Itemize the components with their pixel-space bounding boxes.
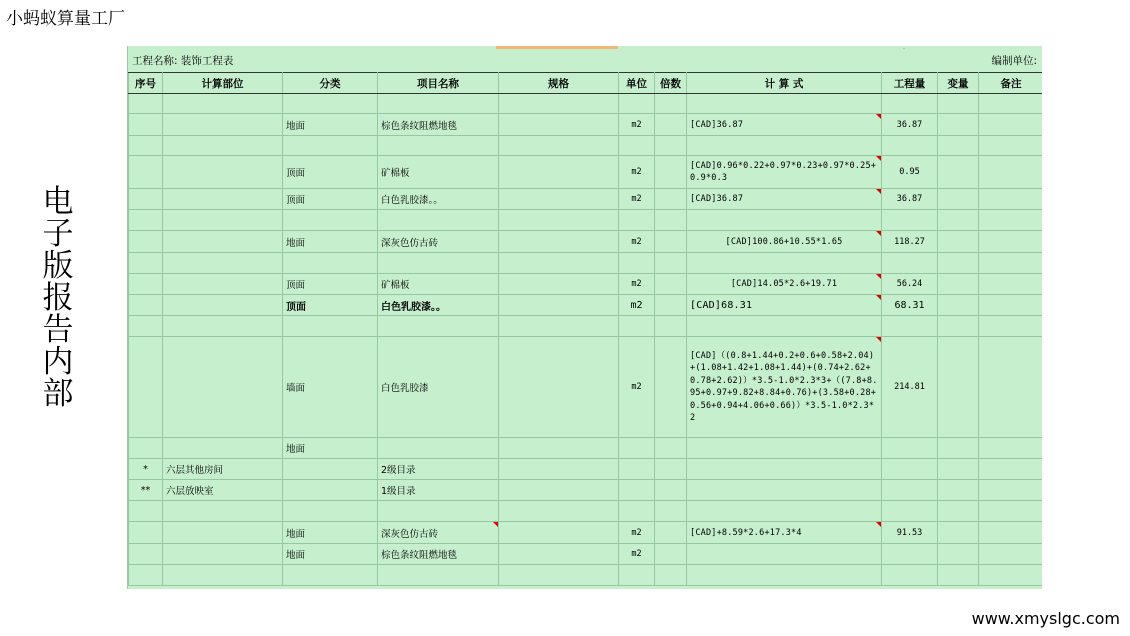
- cell-unit[interactable]: m2: [619, 231, 655, 253]
- table-row: [129, 565, 1043, 586]
- cell-quantity[interactable]: 214.81: [882, 337, 938, 438]
- cell-item[interactable]: [378, 438, 499, 459]
- cell-formula[interactable]: [CAD]100.86+10.55*1.65: [687, 231, 882, 253]
- cell-multiple[interactable]: [655, 438, 687, 459]
- cell-variation[interactable]: [938, 253, 979, 274]
- cell-formula[interactable]: [687, 565, 882, 586]
- cell-multiple[interactable]: [655, 253, 687, 274]
- cell-unit[interactable]: m2: [619, 544, 655, 565]
- cell-spec[interactable]: [499, 438, 619, 459]
- cell-variation[interactable]: [938, 337, 979, 438]
- cell-multiple[interactable]: [655, 544, 687, 565]
- table-row: [129, 459, 1043, 480]
- cell-remark[interactable]: [979, 114, 1043, 136]
- cell-variation[interactable]: [938, 114, 979, 136]
- cell-category[interactable]: [283, 565, 378, 586]
- cell-item[interactable]: 深灰色仿古砖: [378, 231, 499, 253]
- sheet-meta-row: [128, 52, 1042, 70]
- cell-remark[interactable]: [979, 231, 1043, 253]
- cell-part[interactable]: 六层放映室: [163, 480, 283, 501]
- cell-item[interactable]: [378, 253, 499, 274]
- cell-quantity[interactable]: 91.53: [882, 522, 938, 544]
- website-url: www.xmyslgc.com: [971, 609, 1120, 628]
- cell-category[interactable]: 顶面: [283, 274, 378, 295]
- cell-multiple[interactable]: [655, 459, 687, 480]
- cell-formula[interactable]: [687, 136, 882, 156]
- cell-category[interactable]: [283, 459, 378, 480]
- project-name: 工程名称: 装饰工程表: [132, 55, 234, 67]
- table-row: [129, 274, 1043, 295]
- cell-remark[interactable]: [979, 501, 1043, 522]
- cell-variation[interactable]: [938, 459, 979, 480]
- cell-variation[interactable]: [938, 210, 979, 231]
- header-variation: 变量: [938, 73, 979, 94]
- cell-remark[interactable]: [979, 136, 1043, 156]
- cell-spec[interactable]: [499, 210, 619, 231]
- cell-formula[interactable]: [CAD]0.96*0.22+0.97*0.23+0.97*0.25+0.9*0.3: [687, 156, 882, 189]
- cell-seq[interactable]: [129, 94, 163, 114]
- brand-title: 小蚂蚁算量工厂: [6, 9, 125, 29]
- cell-item[interactable]: [378, 210, 499, 231]
- cell-spec[interactable]: [499, 295, 619, 316]
- cell-unit[interactable]: [619, 136, 655, 156]
- table-row: [129, 136, 1043, 156]
- table-row: [129, 480, 1043, 501]
- cell-unit[interactable]: m2: [619, 337, 655, 438]
- cell-item[interactable]: 白色乳胶漆。。: [378, 189, 499, 210]
- cell-part[interactable]: [163, 565, 283, 586]
- cell-multiple[interactable]: [655, 316, 687, 337]
- cell-category[interactable]: [283, 94, 378, 114]
- header-item: 项目名称: [378, 73, 499, 94]
- cell-quantity[interactable]: 56.24: [882, 274, 938, 295]
- cell-category[interactable]: [283, 136, 378, 156]
- cell-remark[interactable]: [979, 337, 1043, 438]
- cell-category[interactable]: [283, 253, 378, 274]
- cell-part[interactable]: [163, 438, 283, 459]
- header-seq: 序号: [129, 73, 163, 94]
- cell-seq[interactable]: [129, 522, 163, 544]
- cell-spec[interactable]: [499, 480, 619, 501]
- cell-multiple[interactable]: [655, 136, 687, 156]
- side-title-char: 版: [42, 248, 74, 284]
- header-unit: 单位: [619, 73, 655, 94]
- quantity-table: [128, 72, 1042, 586]
- editor-unit: 编制单位:: [991, 55, 1037, 67]
- cell-multiple[interactable]: [655, 156, 687, 189]
- cell-seq[interactable]: [129, 565, 163, 586]
- side-title-char: 内: [42, 344, 74, 380]
- cell-item[interactable]: [378, 136, 499, 156]
- cell-seq[interactable]: [129, 114, 163, 136]
- cell-seq[interactable]: **: [129, 480, 163, 501]
- table-row: [129, 231, 1043, 253]
- cell-seq[interactable]: [129, 501, 163, 522]
- cell-part[interactable]: [163, 189, 283, 210]
- table-row: [129, 337, 1043, 438]
- header-row: [129, 73, 1043, 94]
- cell-quantity[interactable]: 68.31: [882, 295, 938, 316]
- cell-quantity[interactable]: [882, 316, 938, 337]
- cell-seq[interactable]: [129, 295, 163, 316]
- cell-spec[interactable]: [499, 231, 619, 253]
- cell-item[interactable]: 棕色条纹阻燃地毯: [378, 114, 499, 136]
- cell-formula[interactable]: [687, 459, 882, 480]
- table-row: [129, 295, 1043, 316]
- cell-seq[interactable]: [129, 156, 163, 189]
- cell-variation[interactable]: [938, 544, 979, 565]
- cell-remark[interactable]: [979, 94, 1043, 114]
- cell-quantity[interactable]: [882, 210, 938, 231]
- cell-spec[interactable]: [499, 544, 619, 565]
- cell-spec[interactable]: [499, 316, 619, 337]
- cell-variation[interactable]: [938, 438, 979, 459]
- header-formula: 计 算 式: [687, 73, 882, 94]
- cell-formula[interactable]: [CAD]14.05*2.6+19.71: [687, 274, 882, 295]
- cell-multiple[interactable]: [655, 274, 687, 295]
- cell-part[interactable]: [163, 253, 283, 274]
- cell-formula[interactable]: [CAD]（(0.8+1.44+0.2+0.6+0.58+2.04)+(1.08+1.42+1.08+1.44)+(0.74+2.62+0.78+2.62)）*3.5-1.0*2.3*3+（(7.8+8.95+0.97+9.82+8.84+0.76)+(3.58+0.28+0.56+0.94+4.06+0.66)）*3.5-1.0*2.3*2: [687, 337, 882, 438]
- cell-multiple[interactable]: [655, 522, 687, 544]
- cell-quantity[interactable]: [882, 94, 938, 114]
- cell-part[interactable]: [163, 337, 283, 438]
- cell-remark[interactable]: [979, 253, 1043, 274]
- cell-seq[interactable]: [129, 337, 163, 438]
- cell-unit[interactable]: m2: [619, 522, 655, 544]
- cell-seq[interactable]: [129, 231, 163, 253]
- cell-variation[interactable]: [938, 136, 979, 156]
- cell-quantity[interactable]: 36.87: [882, 189, 938, 210]
- cell-spec[interactable]: [499, 459, 619, 480]
- cell-spec[interactable]: [499, 189, 619, 210]
- cell-formula[interactable]: [CAD]68.31: [687, 295, 882, 316]
- cell-spec[interactable]: [499, 114, 619, 136]
- cell-remark[interactable]: [979, 459, 1043, 480]
- cell-part[interactable]: [163, 210, 283, 231]
- cell-multiple[interactable]: [655, 114, 687, 136]
- cell-formula[interactable]: [687, 210, 882, 231]
- cell-quantity[interactable]: 36.87: [882, 114, 938, 136]
- cell-formula[interactable]: [CAD]36.87: [687, 189, 882, 210]
- header-quantity: 工程量: [882, 73, 938, 94]
- cell-variation[interactable]: [938, 565, 979, 586]
- cell-spec[interactable]: [499, 156, 619, 189]
- cell-unit[interactable]: [619, 459, 655, 480]
- cell-item[interactable]: [378, 565, 499, 586]
- cell-remark[interactable]: [979, 480, 1043, 501]
- cell-spec[interactable]: [499, 274, 619, 295]
- cell-seq[interactable]: [129, 253, 163, 274]
- cell-category[interactable]: 顶面: [283, 156, 378, 189]
- cell-variation[interactable]: [938, 480, 979, 501]
- selection-indicator: [496, 46, 618, 49]
- side-title: [38, 186, 78, 410]
- table-row: [129, 94, 1043, 114]
- cell-formula[interactable]: [687, 544, 882, 565]
- cell-multiple[interactable]: [655, 501, 687, 522]
- cell-spec[interactable]: [499, 501, 619, 522]
- table-row: [129, 210, 1043, 231]
- cell-unit[interactable]: [619, 480, 655, 501]
- cell-item[interactable]: 棕色条纹阻燃地毯: [378, 544, 499, 565]
- cell-remark[interactable]: [979, 156, 1043, 189]
- cell-formula[interactable]: [687, 480, 882, 501]
- cell-part[interactable]: 六层其他房间: [163, 459, 283, 480]
- cell-part[interactable]: [163, 274, 283, 295]
- cell-remark[interactable]: [979, 274, 1043, 295]
- cell-formula[interactable]: [687, 94, 882, 114]
- cell-formula[interactable]: [687, 316, 882, 337]
- cell-formula[interactable]: [687, 438, 882, 459]
- table-row: [129, 316, 1043, 337]
- cell-spec[interactable]: [499, 253, 619, 274]
- table-row: [129, 438, 1043, 459]
- cell-item[interactable]: 深灰色仿古砖: [378, 522, 499, 544]
- cell-part[interactable]: [163, 522, 283, 544]
- table-row: [129, 156, 1043, 189]
- cell-multiple[interactable]: [655, 210, 687, 231]
- cell-category[interactable]: 地面: [283, 544, 378, 565]
- cell-item[interactable]: 白色乳胶漆: [378, 337, 499, 438]
- cell-unit[interactable]: [619, 438, 655, 459]
- cell-quantity[interactable]: [882, 565, 938, 586]
- cell-quantity[interactable]: 118.27: [882, 231, 938, 253]
- cell-category[interactable]: 地面: [283, 522, 378, 544]
- cell-quantity[interactable]: [882, 501, 938, 522]
- cell-item[interactable]: [378, 501, 499, 522]
- cell-formula[interactable]: [687, 253, 882, 274]
- cell-category[interactable]: 地面: [283, 114, 378, 136]
- cell-unit[interactable]: [619, 253, 655, 274]
- side-title-char: 电: [42, 184, 74, 220]
- cell-quantity[interactable]: [882, 136, 938, 156]
- cell-multiple[interactable]: [655, 480, 687, 501]
- cell-unit[interactable]: [619, 94, 655, 114]
- cell-multiple[interactable]: [655, 337, 687, 438]
- cell-formula[interactable]: [CAD]36.87: [687, 114, 882, 136]
- cell-part[interactable]: [163, 94, 283, 114]
- cell-category[interactable]: [283, 480, 378, 501]
- cell-remark[interactable]: [979, 210, 1043, 231]
- corner-mark: ·: [903, 46, 905, 53]
- cell-seq[interactable]: [129, 274, 163, 295]
- header-spec: 规格: [499, 73, 619, 94]
- cell-category[interactable]: 地面: [283, 231, 378, 253]
- cell-remark[interactable]: [979, 189, 1043, 210]
- cell-quantity[interactable]: 0.95: [882, 156, 938, 189]
- cell-part[interactable]: [163, 295, 283, 316]
- table-row: [129, 114, 1043, 136]
- side-title-char: 子: [42, 216, 74, 252]
- cell-unit[interactable]: [619, 501, 655, 522]
- table-row: [129, 544, 1043, 565]
- cell-variation[interactable]: [938, 94, 979, 114]
- cell-multiple[interactable]: [655, 295, 687, 316]
- cell-unit[interactable]: m2: [619, 295, 655, 316]
- cell-seq[interactable]: [129, 316, 163, 337]
- cell-seq[interactable]: [129, 136, 163, 156]
- cell-item[interactable]: 2级目录: [378, 459, 499, 480]
- cell-item[interactable]: 1级目录: [378, 480, 499, 501]
- cell-variation[interactable]: [938, 501, 979, 522]
- cell-unit[interactable]: [619, 210, 655, 231]
- side-title-char: 告: [42, 312, 74, 348]
- cell-seq[interactable]: *: [129, 459, 163, 480]
- cell-unit[interactable]: m2: [619, 156, 655, 189]
- cell-spec[interactable]: [499, 94, 619, 114]
- cell-item[interactable]: [378, 94, 499, 114]
- cell-formula[interactable]: [CAD]+8.59*2.6+17.3*4: [687, 522, 882, 544]
- cell-variation[interactable]: [938, 274, 979, 295]
- cell-part[interactable]: [163, 231, 283, 253]
- cell-unit[interactable]: m2: [619, 114, 655, 136]
- cell-category[interactable]: [283, 316, 378, 337]
- cell-part[interactable]: [163, 316, 283, 337]
- cell-quantity[interactable]: [882, 480, 938, 501]
- cell-variation[interactable]: [938, 231, 979, 253]
- cell-quantity[interactable]: [882, 438, 938, 459]
- table-row: [129, 253, 1043, 274]
- cell-formula[interactable]: [687, 501, 882, 522]
- cell-variation[interactable]: [938, 295, 979, 316]
- cell-category[interactable]: 墙面: [283, 337, 378, 438]
- header-remark: 备注: [979, 73, 1043, 94]
- cell-unit[interactable]: [619, 565, 655, 586]
- cell-remark[interactable]: [979, 544, 1043, 565]
- cell-seq[interactable]: [129, 189, 163, 210]
- cell-unit[interactable]: m2: [619, 189, 655, 210]
- cell-spec[interactable]: [499, 522, 619, 544]
- cell-quantity[interactable]: [882, 544, 938, 565]
- cell-multiple[interactable]: [655, 565, 687, 586]
- cell-item[interactable]: [378, 316, 499, 337]
- spreadsheet: [127, 46, 1042, 589]
- cell-spec[interactable]: [499, 337, 619, 438]
- table-row: [129, 189, 1043, 210]
- cell-part[interactable]: [163, 501, 283, 522]
- cell-item[interactable]: 矿棉板: [378, 156, 499, 189]
- cell-variation[interactable]: [938, 189, 979, 210]
- cell-unit[interactable]: m2: [619, 274, 655, 295]
- cell-seq[interactable]: [129, 438, 163, 459]
- cell-seq[interactable]: [129, 544, 163, 565]
- cell-multiple[interactable]: [655, 231, 687, 253]
- cell-part[interactable]: [163, 544, 283, 565]
- cell-category[interactable]: 顶面: [283, 295, 378, 316]
- cell-remark[interactable]: [979, 438, 1043, 459]
- cell-part[interactable]: [163, 156, 283, 189]
- cell-category[interactable]: 顶面: [283, 189, 378, 210]
- cell-category[interactable]: [283, 501, 378, 522]
- cell-category[interactable]: 地面: [283, 438, 378, 459]
- header-multiple: 倍数: [655, 73, 687, 94]
- cell-remark[interactable]: [979, 316, 1043, 337]
- cell-unit[interactable]: [619, 316, 655, 337]
- cell-item[interactable]: 白色乳胶漆。。: [378, 295, 499, 316]
- cell-part[interactable]: [163, 136, 283, 156]
- cell-remark[interactable]: [979, 522, 1043, 544]
- cell-remark[interactable]: [979, 295, 1043, 316]
- cell-spec[interactable]: [499, 136, 619, 156]
- cell-variation[interactable]: [938, 316, 979, 337]
- cell-seq[interactable]: [129, 210, 163, 231]
- cell-quantity[interactable]: [882, 459, 938, 480]
- header-category: 分类: [283, 73, 378, 94]
- cell-quantity[interactable]: [882, 253, 938, 274]
- header-part: 计算部位: [163, 73, 283, 94]
- side-title-char: 部: [42, 376, 74, 412]
- cell-variation[interactable]: [938, 156, 979, 189]
- table-row: [129, 501, 1043, 522]
- cell-multiple[interactable]: [655, 94, 687, 114]
- cell-multiple[interactable]: [655, 189, 687, 210]
- table-row: [129, 522, 1043, 544]
- cell-category[interactable]: [283, 210, 378, 231]
- cell-item[interactable]: 矿棉板: [378, 274, 499, 295]
- cell-variation[interactable]: [938, 522, 979, 544]
- cell-spec[interactable]: [499, 565, 619, 586]
- side-title-char: 报: [42, 280, 74, 316]
- cell-remark[interactable]: [979, 565, 1043, 586]
- cell-part[interactable]: [163, 114, 283, 136]
